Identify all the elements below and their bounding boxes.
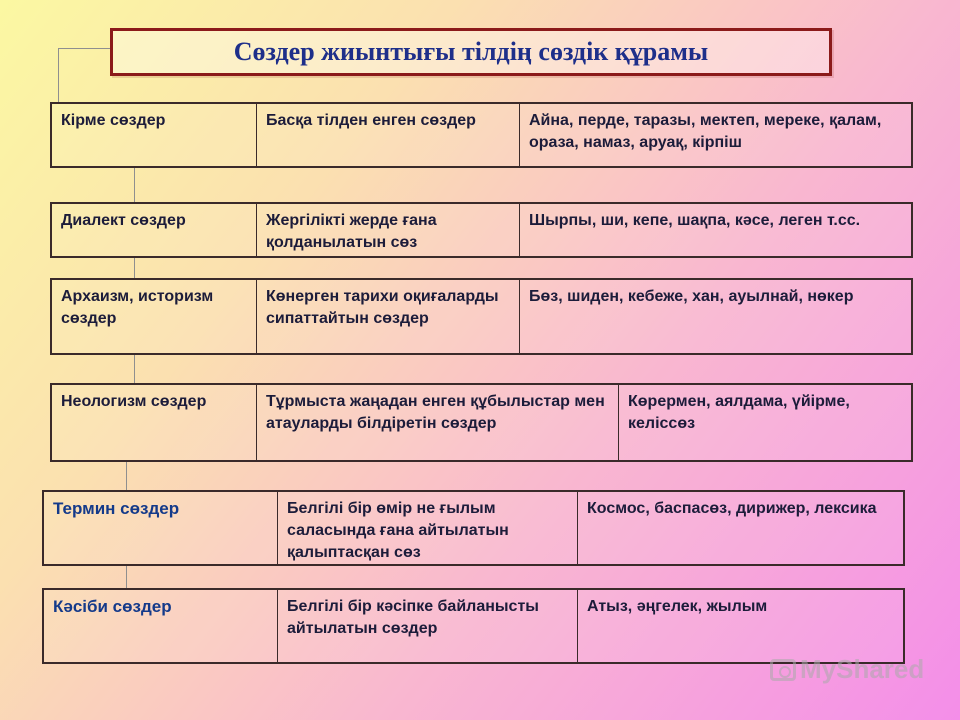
connector-line: [58, 48, 110, 49]
connector-line: [126, 566, 127, 588]
term-examples: Шырпы, ши, кепе, шақпа, кәсе, леген т.сс.: [529, 212, 861, 229]
table-row: [50, 278, 913, 355]
page-title: Сөздер жиынтығы тілдің сөздік құрамы: [110, 28, 832, 76]
table-row: [50, 102, 913, 168]
term-name: Кәсіби сөздер: [44, 590, 278, 662]
term-name: Диалект сөздер: [52, 204, 257, 256]
term-definition: Белгілі бір өмір не ғылым саласында ғана айтылатын қалыптасқан сөз: [278, 492, 578, 564]
term-name: Неологизм сөздер: [52, 385, 257, 460]
connector-line: [134, 355, 135, 383]
watermark: [770, 654, 924, 685]
connector-line: [134, 168, 135, 202]
connector-line: [58, 48, 59, 102]
connector-line: [126, 462, 127, 490]
term-examples: Көрермен, аялдама, үйірме, келіссөз: [628, 393, 850, 432]
table-row: [50, 202, 913, 258]
term-name: Кірме сөздер: [52, 104, 257, 166]
term-examples: Айна, перде, таразы, мектеп, мереке, қалам, ораза, намаз, аруақ, кірпіш: [529, 112, 882, 151]
table-row: [42, 588, 905, 664]
term-definition: Басқа тілден енген сөздер: [257, 104, 520, 166]
watermark-text: MyShared: [800, 654, 925, 684]
term-definition: Көнерген тарихи оқиғаларды сипаттайтын сөздер: [257, 280, 520, 353]
connector-line: [134, 258, 135, 278]
term-examples: Атыз, әңгелек, жылым: [587, 598, 768, 615]
term-name: Архаизм, историзм сөздер: [52, 280, 257, 353]
presentation-icon: [770, 659, 796, 681]
term-definition: Жергілікті жерде ғана қолданылатын сөз: [257, 204, 520, 256]
term-definition: Белгілі бір кәсіпке байланысты айтылатын сөздер: [278, 590, 578, 662]
term-name: Термин сөздер: [44, 492, 278, 564]
table-row: [50, 383, 913, 462]
term-examples: Космос, баспасөз, дирижер, лексика: [587, 500, 877, 517]
term-definition: Тұрмыста жаңадан енген құбылыстар мен атауларды білдіретін сөздер: [257, 385, 619, 460]
table-row: [42, 490, 905, 566]
term-examples: Бөз, шиден, кебеже, хан, ауылнай, нөкер: [529, 288, 854, 305]
